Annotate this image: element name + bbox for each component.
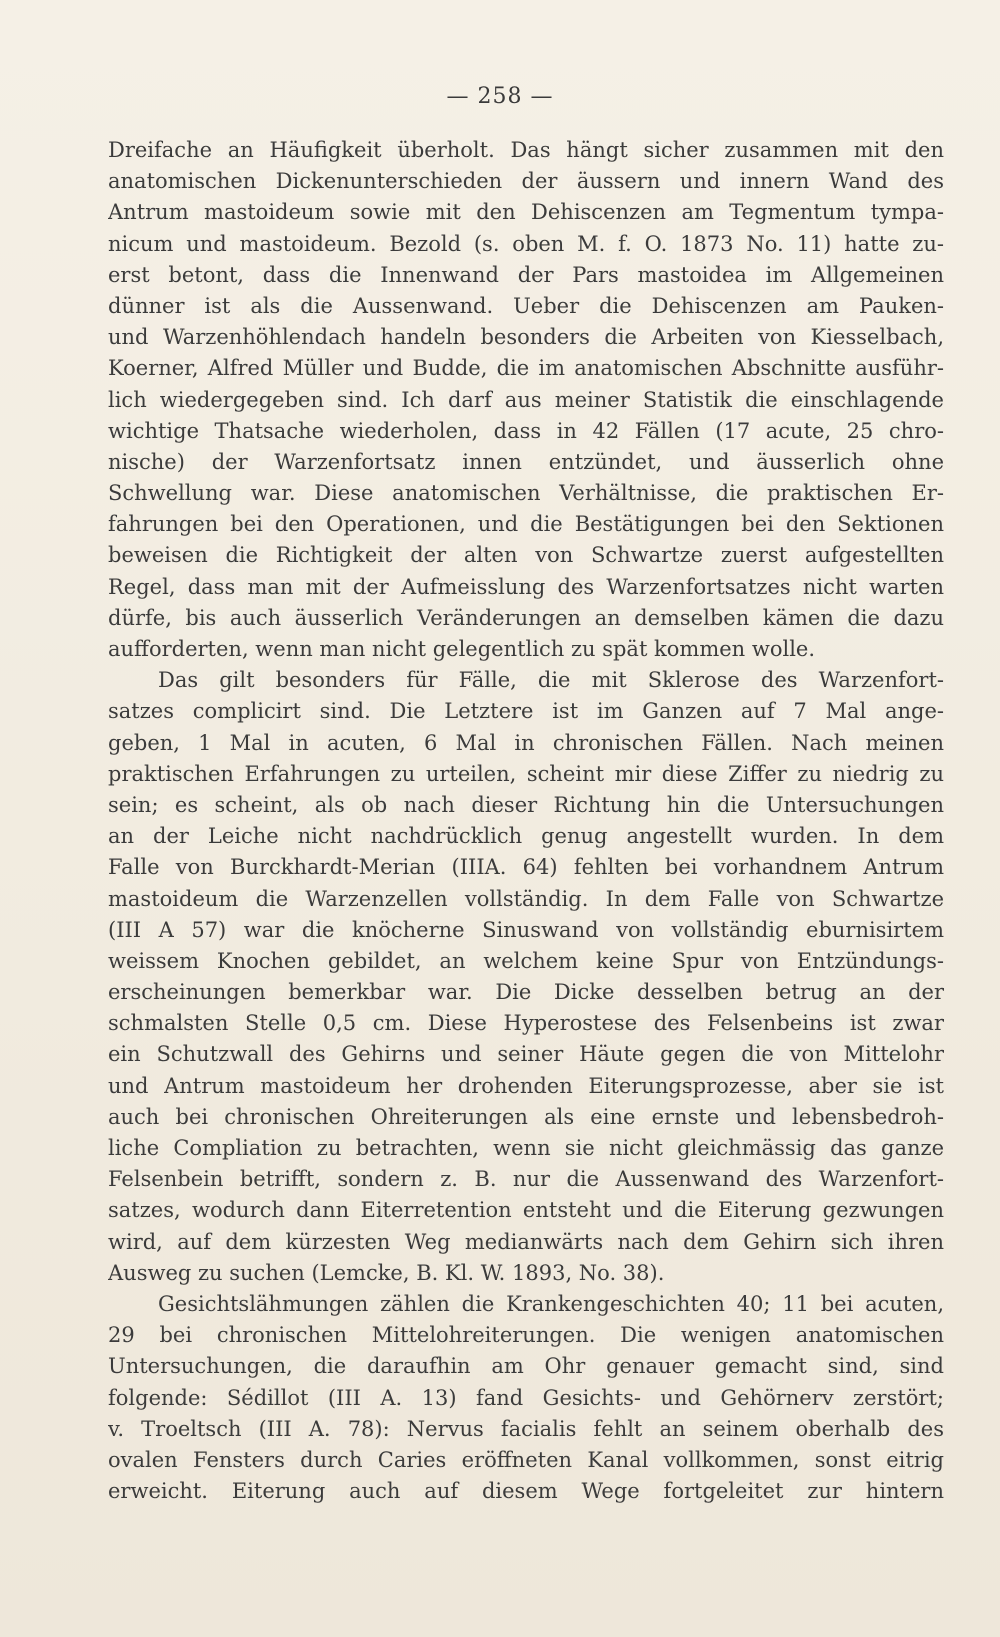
text-line: nische) der Warzenfortsatz innen entzündet, und äusserlich ohne <box>108 449 944 474</box>
text-line: nicum und mastoideum. Bezold (s. oben M. f. O. 1873 No. 11) hatte zu- <box>108 231 944 256</box>
paragraph <box>108 135 944 665</box>
text-line: mastoideum die Warzenzellen vollständig. In dem Falle von Schwartze <box>108 886 944 911</box>
text-line: Koerner, Alfred Müller und Budde, die im anatomischen Abschnitte ausführ- <box>108 356 944 381</box>
text-line: ein Schutzwall des Gehirns und seiner Häute gegen die von Mittelohr <box>108 1042 944 1067</box>
text-line: schmalsten Stelle 0,5 cm. Diese Hyperostese des Felsenbeins ist zwar <box>108 1011 944 1036</box>
text-line: aufforderten, wenn man nicht gelegentlich zu spät kommen wolle. <box>108 637 816 661</box>
text-line: wichtige Thatsache wiederholen, dass in 42 Fällen (17 acute, 25 chro- <box>108 418 944 443</box>
text-line: Schwellung war. Diese anatomischen Verhältnisse, die praktischen Er- <box>108 481 944 506</box>
text-line: anatomischen Dickenunterschieden der äussern und innern Wand des <box>108 169 944 194</box>
text-line: fahrungen bei den Operationen, und die Bestätigungen bei den Sektionen <box>108 512 944 537</box>
text-line: erst betont, dass die Innenwand der Pars mastoidea im Allgemeinen <box>108 262 944 287</box>
text-line: dünner ist als die Aussenwand. Ueber die Dehiscenzen am Pauken- <box>108 293 944 318</box>
text-line: v. Troeltsch (III A. 78): Nervus facialis fehlt an seinem oberhalb des <box>108 1416 944 1441</box>
text-line: geben, 1 Mal in acuten, 6 Mal in chronischen Fällen. Nach meinen <box>108 730 944 755</box>
text-line: beweisen die Richtigkeit der alten von Schwartze zuerst aufgestellten <box>108 543 944 568</box>
text-line: satzes complicirt sind. Die Letztere ist im Ganzen auf 7 Mal ange- <box>108 699 944 724</box>
text-line: Regel, dass man mit der Aufmeisslung des Warzenfortsatzes nicht warten <box>108 574 944 599</box>
text-line: praktischen Erfahrungen zu urteilen, scheint mir diese Ziffer zu niedrig zu <box>108 761 944 786</box>
text-line: liche Compliation zu betrachten, wenn sie nicht gleichmässig das ganze <box>108 1136 944 1160</box>
text-line: erweicht. Eiterung auch auf diesem Wege fortgeleitet zur hintern <box>108 1479 944 1504</box>
text-line: lich wiedergegeben sind. Ich darf aus meiner Statistik die einschlagende <box>108 387 944 412</box>
text-line: Falle von Burckhardt-Merian (IIIA. 64) fehlten bei vorhandnem Antrum <box>108 855 944 880</box>
text-line: Untersuchungen, die daraufhin am Ohr genauer gemacht sind, sind <box>108 1354 944 1379</box>
text-line: erscheinungen bemerkbar war. Die Dicke desselben betrug an der <box>108 980 944 1005</box>
text-line: Felsenbein betrifft, sondern z. B. nur die Aussenwand des Warzenfort- <box>108 1167 944 1192</box>
text-line: an der Leiche nicht nachdrücklich genug angestellt wurden. In dem <box>108 824 944 849</box>
text-line: folgende: Sédillot (III A. 13) fand Gesichts- und Gehörnerv zerstört; <box>108 1385 944 1410</box>
text-line: dürfe, bis auch äusserlich Veränderungen an demselben kämen die dazu <box>108 605 944 630</box>
text-line: auch bei chronischen Ohreiterungen als eine ernste und lebensbedroh- <box>108 1104 944 1129</box>
text-line: satzes, wodurch dann Eiterretention entsteht und die Eiterung gezwungen <box>108 1198 944 1223</box>
paragraph <box>108 665 944 1289</box>
text-line: Gesichtslähmungen zählen die Krankengeschichten 40; 11 bei acuten, <box>158 1291 944 1316</box>
text-line: 29 bei chronischen Mittelohreiterungen. Die wenigen anatomischen <box>108 1323 944 1348</box>
body-text <box>108 135 944 1507</box>
text-line: Antrum mastoideum sowie mit den Dehiscenzen am Tegmentum tympa- <box>108 200 944 225</box>
text-line: ovalen Fensters durch Caries eröffneten Kanal vollkommen, sonst eitrig <box>108 1447 944 1472</box>
paragraph <box>108 1289 944 1507</box>
text-line: und Warzenhöhlendach handeln besonders die Arbeiten von Kiesselbach, <box>108 325 944 350</box>
text-line: Ausweg zu suchen (Lemcke, B. Kl. W. 1893, No. 38). <box>108 1260 665 1285</box>
text-line: sein; es scheint, als ob nach dieser Richtung hin die Untersuchungen <box>108 792 944 817</box>
text-line: weissem Knochen gebildet, an welchem keine Spur von Entzündungs- <box>108 948 944 973</box>
text-line: Dreifache an Häufigkeit überholt. Das hängt sicher zusammen mit den <box>108 138 944 162</box>
page-number: — 258 — <box>446 84 554 109</box>
text-line: wird, auf dem kürzesten Weg medianwärts nach dem Gehirn sich ihren <box>108 1229 944 1254</box>
text-line: (III A 57) war die knöcherne Sinuswand von vollständig eburnisirtem <box>108 917 944 942</box>
text-line: Das gilt besonders für Fälle, die mit Sklerose des Warzenfort- <box>158 668 944 693</box>
text-line: und Antrum mastoideum her drohenden Eiterungsprozesse, aber sie ist <box>108 1073 944 1098</box>
